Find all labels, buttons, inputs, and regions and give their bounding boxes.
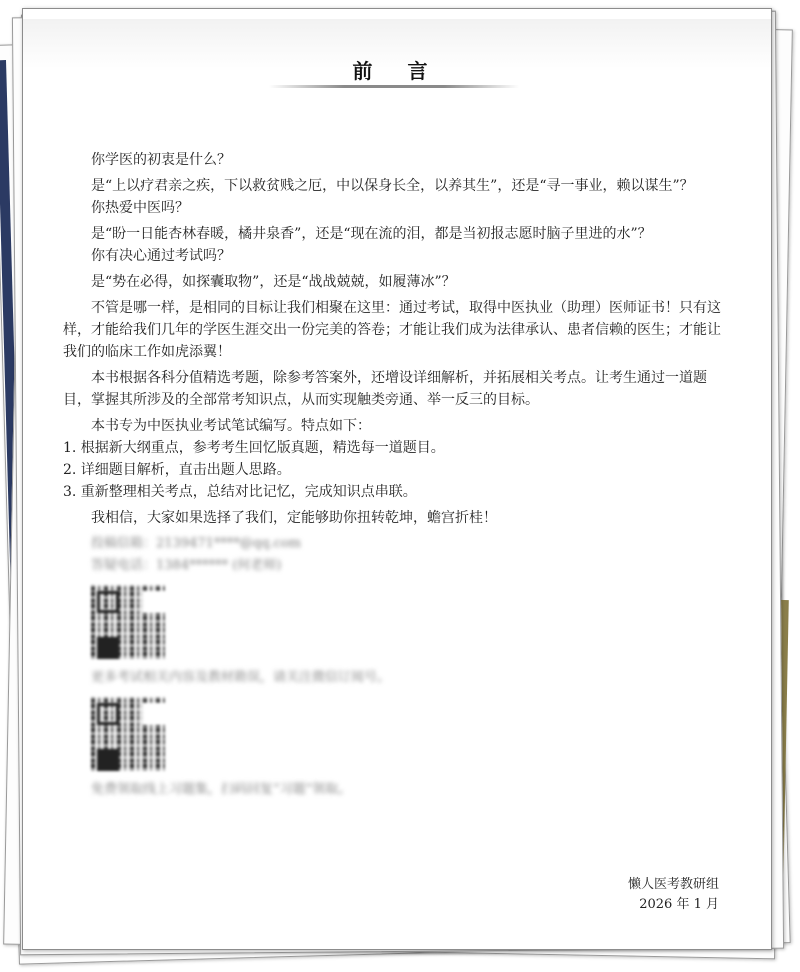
preface-page (22, 8, 772, 950)
blurred-qr1-caption: 更多考试相关内容及教材勘误，请关注微信订阅号。 (91, 670, 391, 685)
feature-item-1: 1. 根据新大纲重点，参考考生回忆版真题，精选每一道题目。 (63, 440, 445, 456)
signature-date: 2026 年 1 月 (639, 897, 719, 912)
qr-code-2 (91, 697, 165, 771)
feature-item-2: 2. 详细题目解析，直击出题人思路。 (63, 462, 291, 478)
qr-code-1 (91, 585, 165, 659)
blurred-email-line: 投稿信箱：2139471****@qq.com (91, 536, 302, 551)
paragraph-goal: 不管是哪一样，是相同的目标让我们相聚在这里：通过考试，取得中医执业（助理）医师证书！只有这样，才能给我们几年的学医生涯交出一份完美的答卷；才能让我们成为法律承认、患者信赖的医生；才能让我们的临床工作如虎添翼！ (63, 300, 721, 360)
paragraph-closing: 我相信，大家如果选择了我们，定能够助你扭转乾坤，蟾宫折桂！ (91, 510, 497, 526)
paragraph-question-1: 你学医的初衷是什么？ (91, 152, 231, 168)
feature-item-3: 3. 重新整理相关考点，总结对比记忆，完成知识点串联。 (63, 484, 417, 500)
blurred-qr2-caption: 免费领取线上习题集，扫码回复“习题”领取。 (91, 782, 352, 797)
paragraph-question-2: 你热爱中医吗？ (91, 200, 189, 216)
paragraph-book-intro: 本书根据各科分值精选考题，除参考答案外，还增设详细解析，并拓展相关考点。让考生通过一道题目，掌握其所涉及的全部常考知识点，从而实现触类旁通、举一反三的目标。 (63, 370, 707, 408)
preface-body (63, 149, 733, 801)
paragraph-answer-1: 是“上以疗君亲之疾，下以救贫贱之厄，中以保身长全，以养其生”，还是“寻一事业，赖以谋生”？ (91, 178, 694, 194)
paragraph-answer-3: 是“势在必得，如探囊取物”，还是“战战兢兢，如履薄冰”？ (91, 274, 456, 290)
paragraph-features-heading: 本书专为中医执业考试笔试编写。特点如下： (91, 418, 371, 434)
blurred-phone-line: 答疑电话：1384****** (何老师) (91, 558, 282, 573)
title-underline (269, 85, 519, 88)
signature-author: 懒人医考教研组 (627, 877, 719, 892)
paragraph-answer-2: 是“盼一日能杏林春暖，橘井泉香”，还是“现在流的泪，都是当初报志愿时脑子里进的水”？ (91, 226, 652, 242)
signature-block (628, 875, 719, 915)
page-title: 前 言 (352, 59, 442, 83)
paragraph-question-3: 你有决心通过考试吗？ (91, 248, 231, 264)
